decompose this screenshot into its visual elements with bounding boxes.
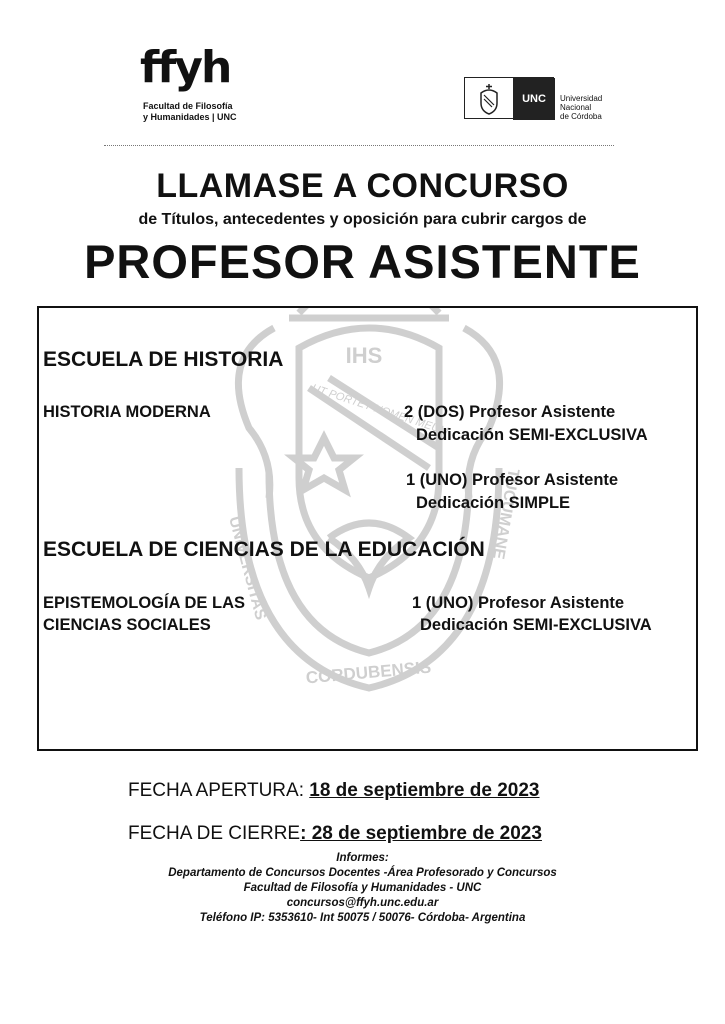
seal-ring-right: TUCUMANE (489, 467, 522, 561)
unc-line3: de Córdoba (560, 112, 602, 121)
subject-historia-moderna: HISTORIA MODERNA (43, 403, 211, 421)
closing-date-label: FECHA DE CIERRE (128, 823, 301, 844)
seal-ring-left: UNIVERSITAS (225, 514, 270, 622)
position-count: 2 (DOS) Profesor Asistente (404, 403, 616, 421)
closing-date (128, 823, 542, 845)
subject-epistemologia-line2: CIENCIAS SOCIALES (43, 616, 211, 634)
opening-date-label: FECHA APERTURA: (128, 780, 310, 801)
info-email: concursos@ffyh.unc.edu.ar (286, 897, 439, 909)
subject-epistemologia-line1: EPISTEMOLOGÍA DE LAS (43, 594, 245, 612)
ffyh-logo: ffyh (140, 42, 231, 93)
info-department: Departamento de Concursos Docentes -Área Profesorado y Concursos (168, 867, 557, 879)
unc-line1: Universidad (560, 94, 603, 103)
unc-seal-icon (475, 83, 503, 115)
info-phone: Teléfono IP: 5353610- Int 50075 / 50076- Córdoba- Argentina (199, 912, 526, 924)
info-heading: Informes: (336, 852, 389, 864)
unc-logo (464, 77, 604, 119)
position-title: PROFESOR ASISTENTE (84, 235, 641, 288)
seal-bottom-text: CORDUBENSIS (305, 657, 432, 688)
position-dedication: Dedicación SEMI-EXCLUSIVA (420, 616, 652, 634)
opening-date (128, 780, 540, 802)
position-count: 1 (UNO) Profesor Asistente (412, 594, 625, 612)
ffyh-logo-line1: Facultad de Filosofía (143, 101, 233, 111)
opening-date-value: 18 de septiembre de 2023 (309, 780, 540, 801)
positions-frame (37, 306, 698, 751)
seal-motto: UT PORTET NOMEN MEUM (310, 382, 450, 438)
school-educacion-name: ESCUELA DE CIENCIAS DE LA EDUCACIÓN (43, 538, 485, 561)
header-divider (104, 145, 614, 146)
ffyh-logo-line2: y Humanidades | UNC (143, 112, 237, 122)
unc-logo-box (464, 77, 554, 119)
position-count: 1 (UNO) Profesor Asistente (406, 471, 619, 489)
school-historia-name: ESCUELA DE HISTORIA (43, 348, 284, 371)
main-title: LLAMASE A CONCURSO (156, 167, 569, 205)
seal-ihs: IHS (345, 343, 383, 368)
closing-date-value: : 28 de septiembre de 2023 (300, 823, 542, 844)
subtitle: de Títulos, antecedentes y oposición para cubrir cargos de (138, 211, 587, 228)
position-dedication: Dedicación SIMPLE (416, 494, 571, 512)
unc-line2: Nacional (560, 103, 592, 112)
info-faculty: Facultad de Filosofía y Humanidades - UNC (243, 882, 482, 894)
position-dedication: Dedicación SEMI-EXCLUSIVA (416, 426, 648, 444)
unc-label: UNC (513, 78, 555, 120)
